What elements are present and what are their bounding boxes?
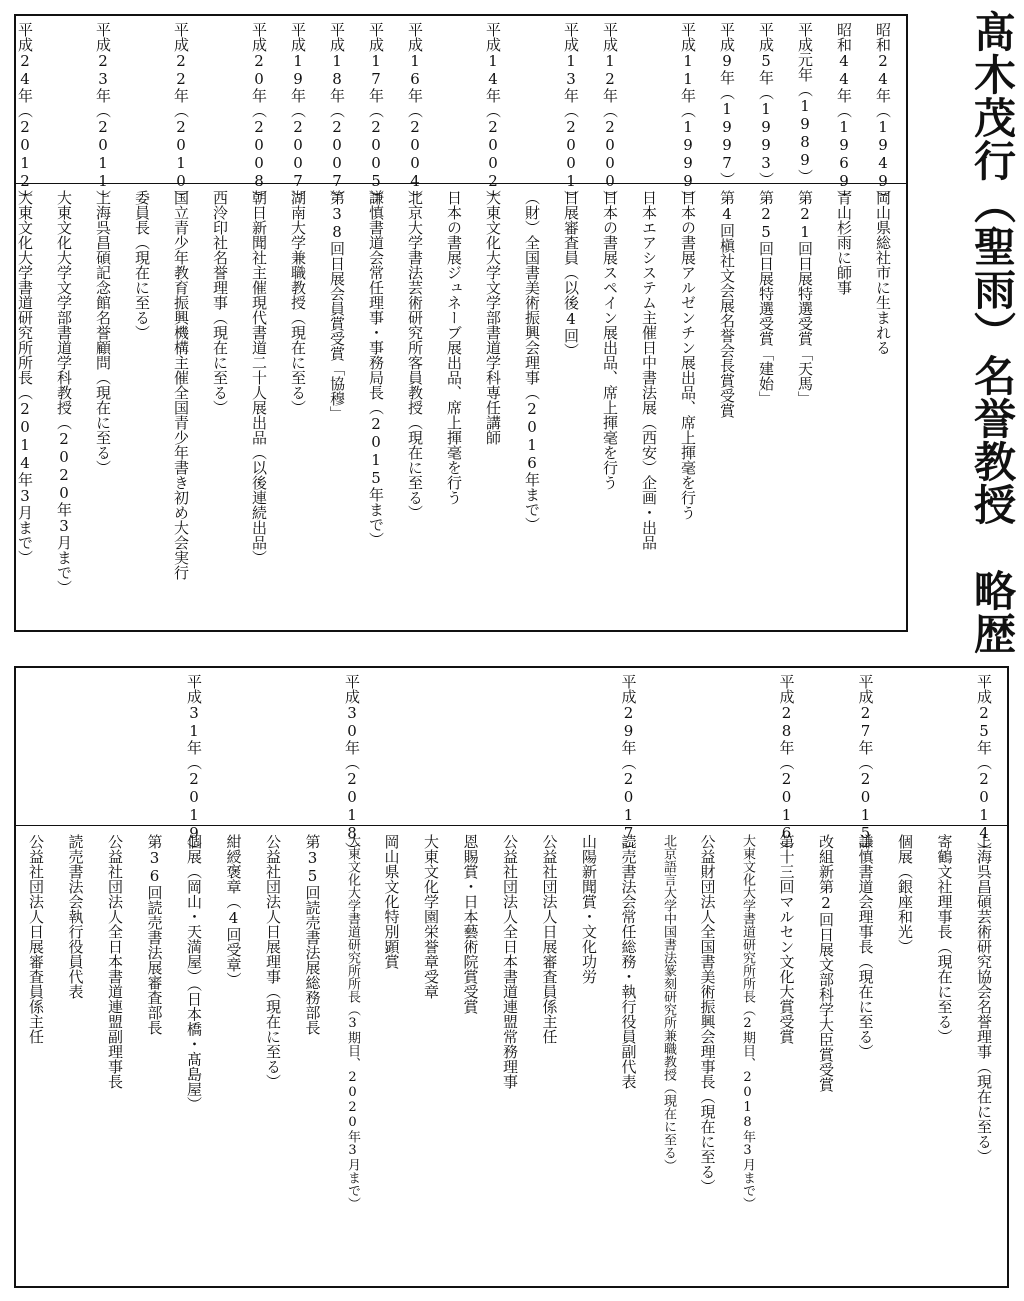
entry-date: 平成31年（2019） [185, 674, 203, 857]
entry-event: 公益社団法人日展審査員係主任 [27, 834, 45, 1044]
entry-event: 公益社団法人全日本書道連盟副理事長 [106, 834, 124, 1089]
entry-event: 謙慎書道会常任理事・事務局長（2015年まで） [367, 190, 385, 547]
entry-event: 個展（銀座和光） [896, 834, 914, 954]
entry-date: 平成17年（2005） [367, 22, 385, 205]
entry-date: 平成23年（2011） [94, 22, 112, 205]
entry-event: 読売書法会執行役員代表 [66, 834, 85, 999]
career-table-2 [14, 666, 1009, 1288]
entry-date: 平成29年（2017） [619, 674, 638, 857]
entry-date: 平成25年（2014） [975, 674, 993, 857]
entry-event: 岡山県文化特別顕賞 [382, 834, 401, 969]
entry-date: 平成18年（2007） [328, 22, 346, 205]
entry-event: 朝日新聞社主催現代書道二十人展出品（以後連続出品） [250, 190, 268, 565]
entry-date: 平成9年（1997） [718, 22, 736, 187]
entry-event: 第25回日展特選受賞「建始」 [757, 190, 775, 406]
entry-event: 北京語言大学中国書法篆刻研究所兼職教授（現在に至る） [661, 834, 676, 1172]
entry-event: 第十三回マルセン文化大賞受賞 [777, 834, 796, 1044]
entry-date: 平成5年（1993） [757, 22, 775, 187]
entry-event: 日展審査員（以後4回） [562, 190, 580, 358]
entry-event: 大東文化学園栄誉章受章 [422, 834, 440, 999]
entry-event: 読売書法会常任総務・執行役員副代表 [619, 834, 638, 1089]
entry-date: 平成28年（2016） [777, 674, 796, 857]
entry-event: 委員長（現在に至る） [133, 190, 151, 340]
entry-event: 第35回読売書法展総務部長 [303, 834, 322, 1035]
entry-event: 大東文化大学書道研究所所長（2014年3月まで） [16, 190, 34, 565]
entry-event: 第21回日展特選受賞「天馬」 [796, 190, 814, 406]
entry-date: 平成13年（2001） [562, 22, 580, 205]
entry-date: 昭和44年（1969） [835, 22, 853, 205]
page-title: 髙木茂行（聖雨）名誉教授 略歴 [968, 10, 1017, 655]
entry-event: 青山杉雨に師事 [835, 190, 853, 295]
entry-date: 平成11年（1999） [679, 22, 697, 205]
career-table-1 [14, 14, 908, 632]
entry-event: 日本の書展アルゼンチン展出品、席上揮毫を行う [679, 190, 697, 520]
entry-date: 昭和24年（1949） [874, 22, 892, 205]
entry-event: 公益社団法人日展理事（現在に至る） [264, 834, 282, 1089]
entry-event: 大東文化大学書道研究所所長（2期目、2018年3月まで） [740, 834, 755, 1210]
entry-event: 謙慎書道会理事長（現在に至る） [856, 834, 875, 1059]
entry-date: 平成12年（2000） [601, 22, 619, 205]
entry-event: 第4回槇社文会展名誉会長賞受賞 [718, 190, 736, 418]
entry-event: 大東文化大学書道研究所所長（3期目、2020年3月まで） [345, 834, 360, 1210]
entry-event: 大東文化大学文学部書道学科専任講師 [484, 190, 502, 445]
entry-event: 大東文化大学文学部書道学科教授（2020年3月まで） [55, 190, 73, 595]
entry-date: 平成14年（2002） [484, 22, 502, 205]
entry-date: 平成30年（2018） [343, 674, 361, 857]
entry-event: 改組新第2回日展文部科学大臣賞受賞 [817, 834, 835, 1092]
entry-event: 山陽新聞賞・文化功労 [580, 834, 598, 984]
entry-event: 国立青少年教育振興機構主催全国青少年書き初め大会実行 [172, 190, 190, 580]
entry-event: 日本の書展スペイン展出品、席上揮毫を行う [601, 190, 619, 490]
entry-date: 平成20年（2008） [250, 22, 268, 205]
entry-event: 第36回読売書法展審査部長 [145, 834, 164, 1035]
entry-event: 第38回日展会員賞受賞「協穆」 [328, 190, 346, 421]
entry-event: 西泠印社名誉理事（現在に至る） [211, 190, 229, 415]
entry-date: 平成27年（2015） [856, 674, 875, 857]
entry-event: 上海呉昌碩記念館名誉顧問（現在に至る） [94, 190, 112, 475]
entry-event: 公益財団法人全国書美術振興会理事長（現在に至る） [698, 834, 717, 1194]
entry-date: 平成16年（2004） [406, 22, 424, 205]
entry-date: 平成24年（2012） [16, 22, 34, 205]
entry-event: 北京大学書法芸術研究所客員教授（現在に至る） [406, 190, 424, 520]
entry-date: 平成19年（2007） [289, 22, 307, 205]
entry-date: 平成22年（2010） [172, 22, 190, 205]
entry-event: 紺綬褒章（4回受章） [224, 834, 243, 987]
entry-event: 個展（岡山・天満屋）（日本橋・髙島屋） [185, 834, 203, 1112]
entry-event: 岡山県総社市に生まれる [874, 190, 892, 355]
entry-event: 公益社団法人全日本書道連盟常務理事 [501, 834, 519, 1089]
entry-event: 上海呉昌碩芸術研究協会名誉理事（現在に至る） [975, 834, 993, 1164]
entry-event: 湖南大学兼職教授（現在に至る） [289, 190, 307, 415]
entry-date: 平成元年（1989） [796, 22, 814, 184]
entry-event: 日本の書展ジュネーブ展出品、席上揮毫を行う [445, 190, 463, 505]
entry-event: 寄鶴文社理事長（現在に至る） [935, 834, 954, 1044]
entry-event: 日本エアシステム主催日中書法展（西安）企画・出品 [640, 190, 658, 550]
entry-event: （財）全国書美術振興会理事（2016年まで） [523, 190, 541, 532]
entry-event: 公益社団法人日展審査員係主任 [540, 834, 559, 1044]
entry-event: 恩賜賞・日本藝術院賞受賞 [461, 834, 480, 1014]
